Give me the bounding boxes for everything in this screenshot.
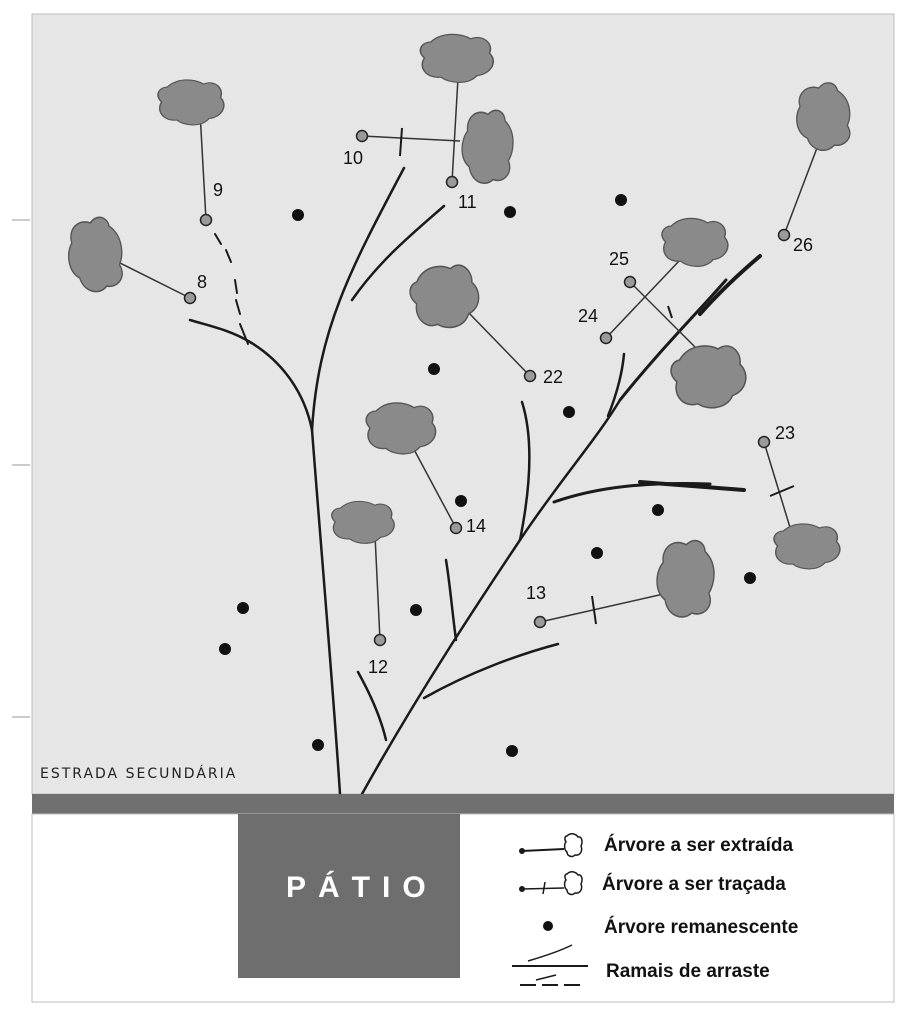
remaining-tree <box>591 547 603 559</box>
stump-8 <box>185 293 196 304</box>
legend-skid-trails-label: Ramais de arraste <box>606 961 770 982</box>
stump-13 <box>535 617 546 628</box>
secondary-road <box>32 794 894 814</box>
stump-25 <box>625 277 636 288</box>
tree-label-26: 26 <box>793 235 814 255</box>
remaining-tree <box>410 604 422 616</box>
remaining-tree <box>219 643 231 655</box>
stump-10 <box>357 131 368 142</box>
stump-11 <box>447 177 458 188</box>
remaining-tree <box>744 572 756 584</box>
tree-label-12: 12 <box>368 657 389 677</box>
secondary-road-label: ESTRADA SECUNDÁRIA <box>40 766 238 782</box>
patio-label: PÁTIO <box>286 871 438 904</box>
tree-label-8: 8 <box>197 272 208 292</box>
tree-label-11: 11 <box>458 192 477 212</box>
remaining-tree <box>237 602 249 614</box>
legend-felled-label: Árvore a ser traçada <box>602 874 786 895</box>
stump-26 <box>779 230 790 241</box>
remaining-tree <box>312 739 324 751</box>
tree-label-14: 14 <box>466 516 487 536</box>
remaining-tree <box>455 495 467 507</box>
tree-label-9: 9 <box>213 180 224 200</box>
legend-extracted-label: Árvore a ser extraída <box>604 835 794 856</box>
remaining-tree <box>615 194 627 206</box>
stump-12 <box>375 635 386 646</box>
stump-24 <box>601 333 612 344</box>
remaining-tree <box>292 209 304 221</box>
stump-9 <box>201 215 212 226</box>
scale-ticks <box>12 220 30 717</box>
tree-label-25: 25 <box>609 249 630 269</box>
tree-label-24: 24 <box>578 306 599 326</box>
legend-remaining-symbol <box>543 921 553 931</box>
tree-label-10: 10 <box>343 148 364 168</box>
stump-23 <box>759 437 770 448</box>
stump-22 <box>525 371 536 382</box>
stump-14 <box>451 523 462 534</box>
remaining-tree <box>506 745 518 757</box>
tree-label-22: 22 <box>543 367 564 387</box>
remaining-tree <box>504 206 516 218</box>
tree-label-13: 13 <box>526 583 547 603</box>
remaining-tree <box>563 406 575 418</box>
remaining-tree <box>652 504 664 516</box>
tree-label-23: 23 <box>775 423 796 443</box>
remaining-tree <box>428 363 440 375</box>
legend-remaining-label: Árvore remanescente <box>604 917 799 938</box>
